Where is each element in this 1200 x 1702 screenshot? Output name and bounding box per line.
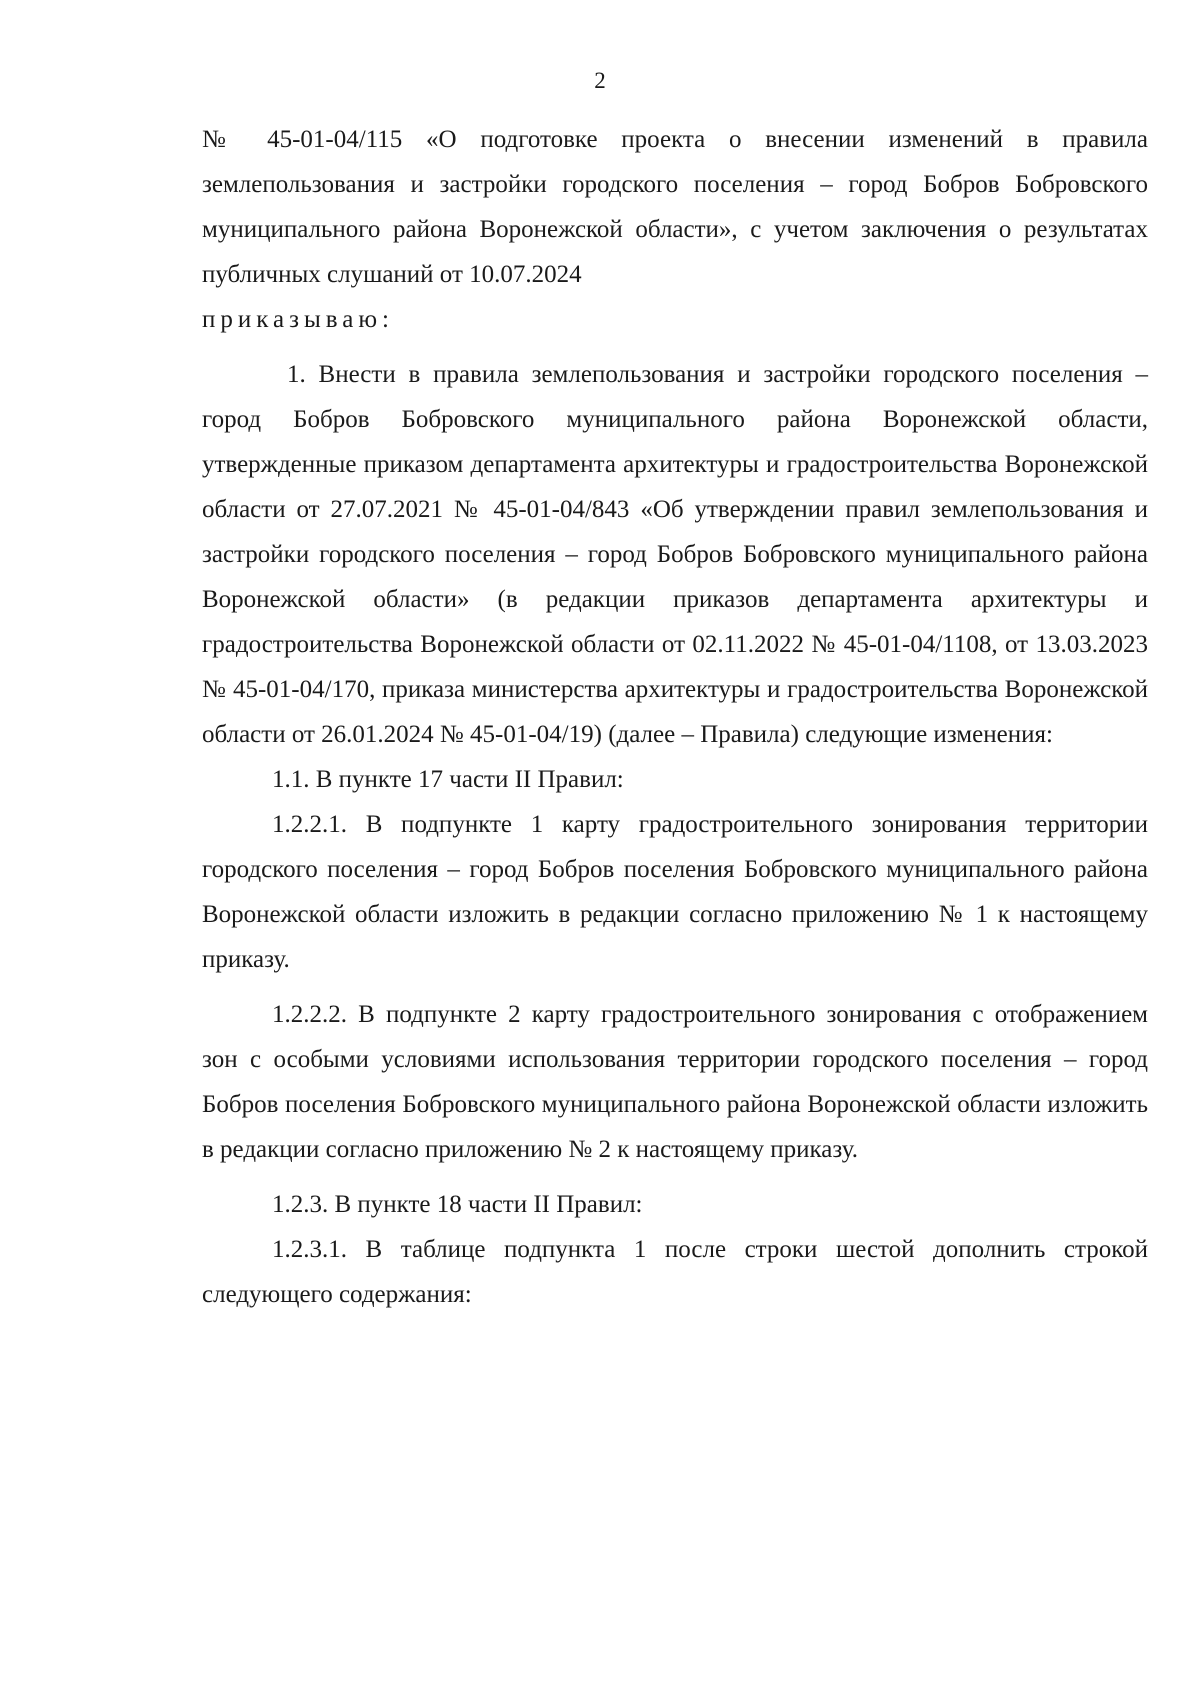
paragraph-item-1-2-2-2: 1.2.2.2. В подпункте 2 карту градостроительного зонирования с отображением зон с особыми условиями использования территории городского поселения – город Бобров поселения Бобровского муниципального района Воронежской области изложить в редакции согласно приложению № 2 к настоящему приказу. bbox=[202, 1001, 1148, 1163]
paragraph-item-1-1: 1.1. В пункте 17 части II Правил: bbox=[272, 766, 624, 793]
paragraph-item-1-2-2-1: 1.2.2.1. В подпункте 1 карту градостроительного зонирования территории городского поселения – город Бобров поселения Бобровского муниципального района Воронежской области изложить в редакции согласно приложению № 1 к настоящему приказу. bbox=[202, 811, 1148, 973]
page-number: 2 bbox=[594, 68, 606, 93]
document-body bbox=[202, 117, 1148, 1317]
paragraph-item-1: 1. Внести в правила землепользования и застройки городского поселения – город Бобров Бобровского муниципального района Воронежской области, утвержденные приказом департамента архитектуры и градостроительства Воронежской области от 27.07.2021 № 45-01-04/843 «Об утверждении правил землепользования и застройки городского поселения – город Бобров Бобровского муниципального района Воронежской области» (в редакции приказов департамента архитектуры и градостроительства Воронежской области от 02.11.2022 № 45-01-04/1108, от 13.03.2023 № 45-01-04/170, приказа министерства архитектуры и градостроительства Воронежской области от 26.01.2024 № 45-01-04/19) (далее – Правила) следующие изменения: bbox=[202, 361, 1148, 748]
paragraph-intro: № 45-01-04/115 «О подготовке проекта о внесении изменений в правила землепользования и застройки городского поселения – город Бобров Бобровского муниципального района Воронежской области», с учетом заключения о результатах публичных слушаний от 10.07.2024 bbox=[202, 126, 1148, 288]
order-word: приказываю: bbox=[202, 306, 394, 333]
paragraph-item-1-2-3: 1.2.3. В пункте 18 части II Правил: bbox=[272, 1191, 643, 1218]
paragraph-item-1-2-3-1: 1.2.3.1. В таблице подпункта 1 после строки шестой дополнить строкой следующего содержания: bbox=[202, 1236, 1148, 1308]
